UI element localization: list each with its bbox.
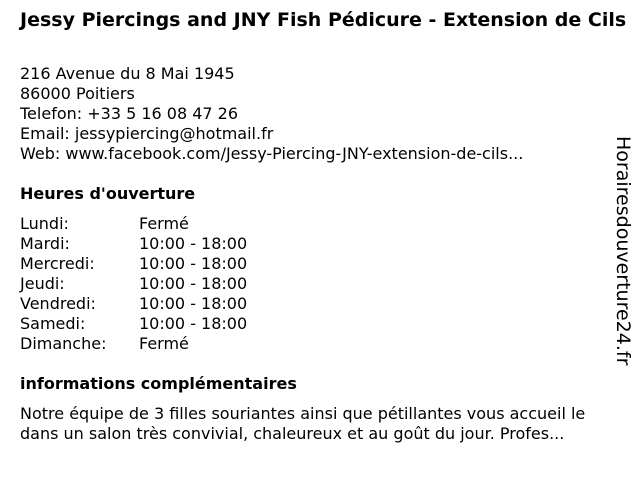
- time-value: Fermé: [139, 214, 189, 233]
- time-value: 10:00 - 18:00: [139, 314, 248, 333]
- day-label: Vendredi:: [20, 294, 96, 313]
- time-value: 10:00 - 18:00: [139, 274, 248, 293]
- time-value: 10:00 - 18:00: [139, 234, 248, 253]
- email-address: Email: jessypiercing@hotmail.fr: [20, 124, 274, 143]
- day-label: Mercredi:: [20, 254, 95, 273]
- additional-info-text: Notre équipe de 3 filles souriantes ainsi que pétillantes vous accueil le dans un salon très convivial, chaleureux et au goût du jour. Profes...: [20, 404, 586, 443]
- additional-info-heading: informations complémentaires: [20, 374, 297, 393]
- phone-number: Telefon: +33 5 16 08 47 26: [20, 104, 239, 123]
- time-value: Fermé: [139, 334, 189, 353]
- business-title: Jessy Piercings and JNY Fish Pédicure - Extension de Cils: [20, 9, 627, 31]
- day-label: Mardi:: [20, 234, 70, 253]
- address-street: 216 Avenue du 8 Mai 1945: [20, 64, 235, 83]
- contact-info: [20, 64, 600, 164]
- day-label: Dimanche:: [20, 334, 107, 353]
- day-label: Jeudi:: [20, 274, 65, 293]
- site-watermark: Horairesdouverture24.fr: [612, 136, 634, 366]
- opening-hours-heading: Heures d'ouverture: [20, 184, 196, 203]
- time-value: 10:00 - 18:00: [139, 254, 248, 273]
- address-city: 86000 Poitiers: [20, 84, 135, 103]
- website-url: Web: www.facebook.com/Jessy-Piercing-JNY-extension-de-cils...: [20, 144, 524, 163]
- day-label: Lundi:: [20, 214, 69, 233]
- time-value: 10:00 - 18:00: [139, 294, 248, 313]
- day-label: Samedi:: [20, 314, 86, 333]
